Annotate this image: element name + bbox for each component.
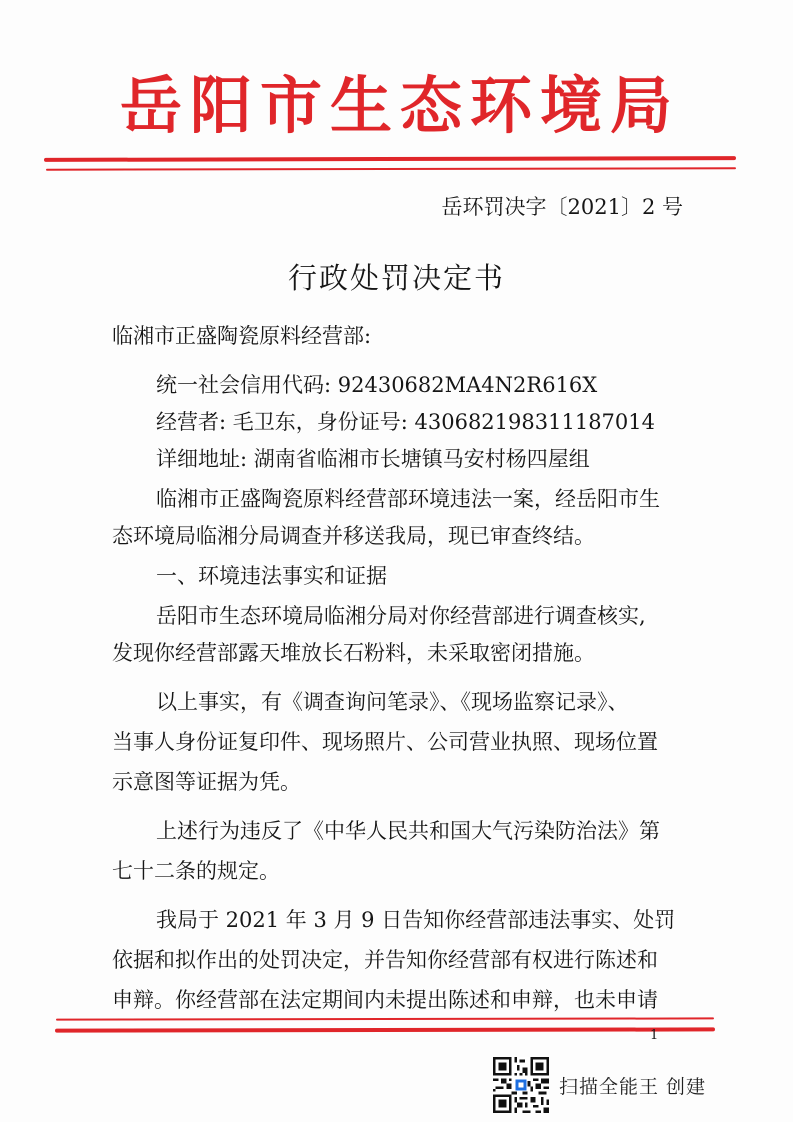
footer-rule-thick: [55, 1027, 715, 1032]
section-heading: 一、环境违法事实和证据: [156, 564, 387, 588]
footer-rule-thin: [56, 1017, 714, 1020]
body-line: 临湘市正盛陶瓷原料经营部环境违法一案，经岳阳市生: [156, 487, 660, 511]
body-line: 发现你经营部露天堆放长石粉料，未采取密闭措施。: [112, 641, 595, 665]
body-line: 七十二条的规定。: [112, 859, 280, 883]
body-line: 我局于 2021 年 3 月 9 日告知你经营部违法事实、处罚: [156, 908, 676, 932]
addressee-line: 临湘市正盛陶瓷原料经营部:: [112, 324, 372, 348]
body-line: 态环境局临湘分局调查并移送我局，现已审查终结。: [112, 524, 595, 548]
issuing-authority-title: 岳阳市生态环境局: [119, 69, 680, 142]
scanner-app-label: 扫描全能王 创建: [559, 1075, 707, 1098]
address-line: 详细地址: 湖南省临湘市长塘镇马安村杨四屋组: [156, 447, 590, 471]
document-title: 行政处罚决定书: [287, 261, 505, 295]
body-line: 依据和拟作出的处罚决定，并告知你经营部有权进行陈述和: [112, 948, 658, 972]
body-line: 岳阳市生态环境局临湘分局对你经营部进行调查核实,: [156, 604, 646, 628]
operator-line: 经营者: 毛卫东，身份证号: 430682198311187014: [156, 410, 655, 434]
body-line: 示意图等证据为凭。: [112, 770, 301, 794]
body-line: 以上事实，有《调查询问笔录》、《现场监察记录》、: [156, 690, 629, 714]
qr-code-icon: [493, 1057, 549, 1113]
page-number: 1: [650, 1028, 659, 1043]
body-line: 上述行为违反了《中华人民共和国大气污染防治法》第: [156, 819, 660, 843]
body-line: 当事人身份证复印件、现场照片、公司营业执照、现场位置: [112, 730, 658, 754]
document-body: [112, 322, 682, 1015]
credit-code-line: 统一社会信用代码: 92430682MA4N2R616X: [156, 373, 598, 397]
document-number: 岳环罚决字〔2021〕2 号: [441, 195, 683, 219]
body-line: 申辩。你经营部在法定期间内未提出陈述和申辩，也未申请: [112, 988, 658, 1012]
scanner-watermark: [493, 1055, 706, 1115]
header-rule-thick: [44, 156, 736, 162]
header-rule-thin: [46, 167, 736, 170]
